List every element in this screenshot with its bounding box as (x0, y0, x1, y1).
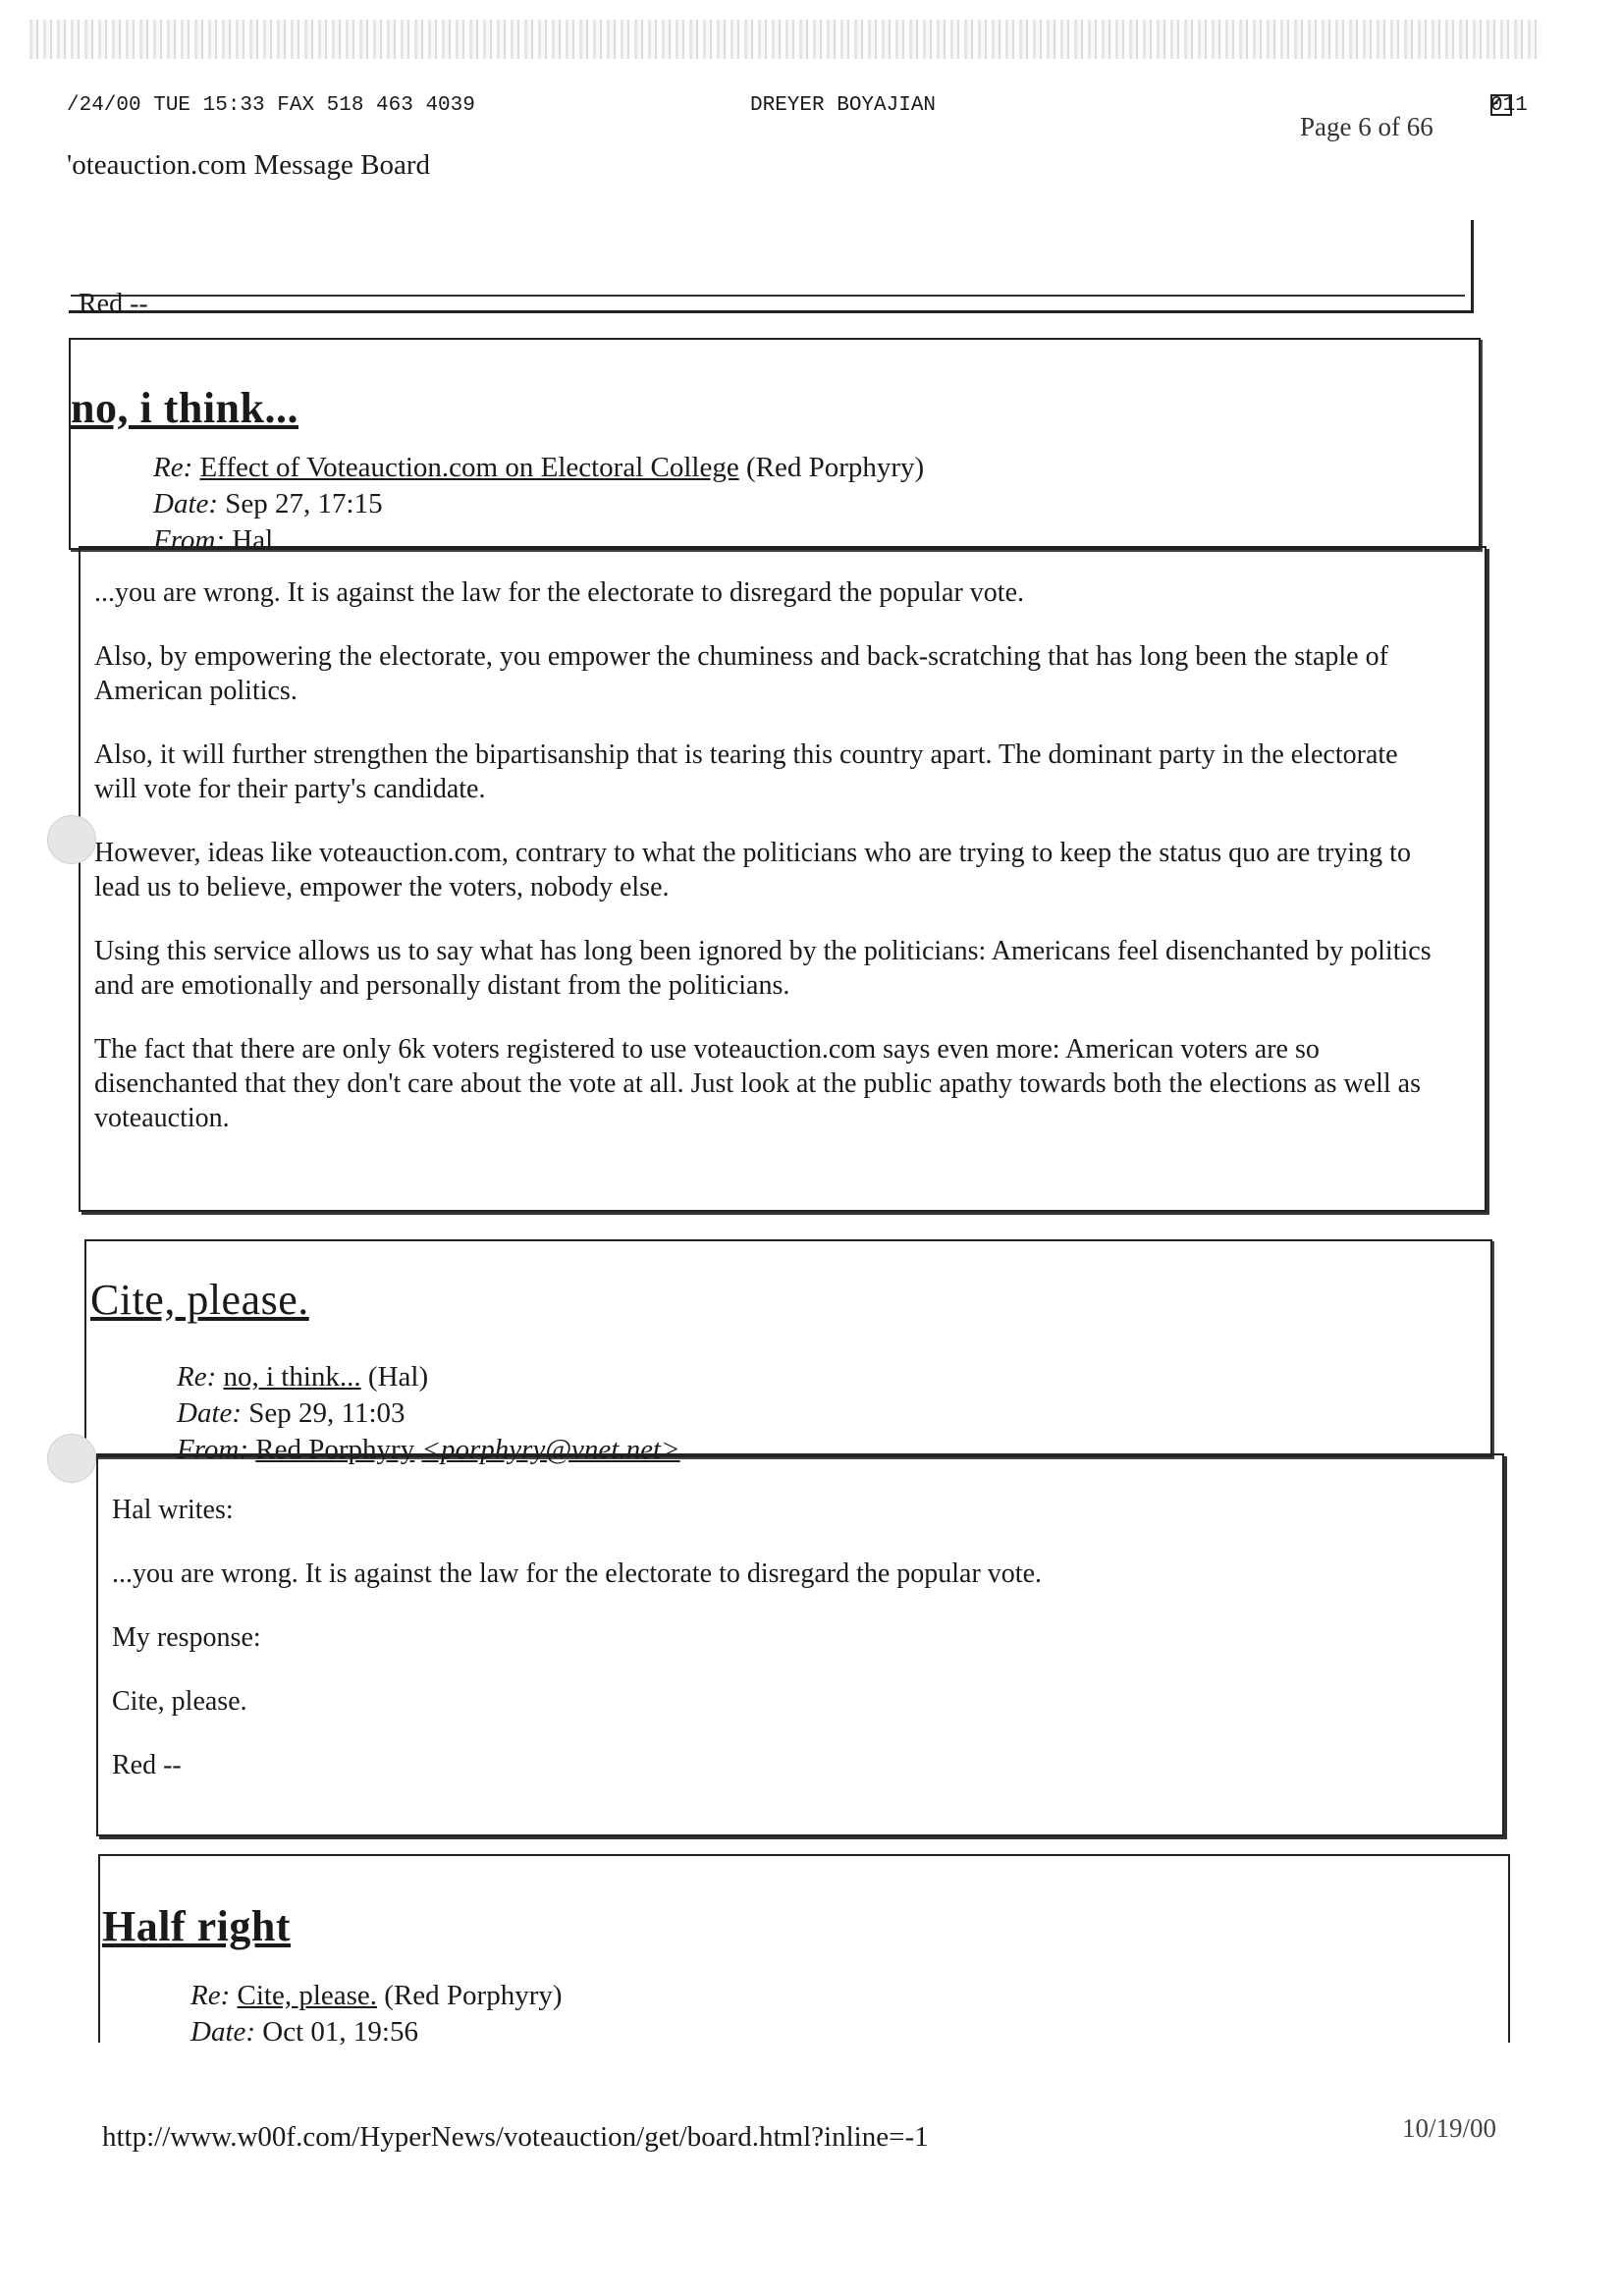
divider (71, 295, 1465, 297)
punch-hole (47, 1434, 96, 1483)
from-label: From: (177, 1434, 249, 1465)
date-label: Date: (153, 488, 219, 519)
post-author-email-link[interactable]: <porphyry@vnet.net> (421, 1434, 680, 1465)
fax-page-number-text: 011 (1490, 94, 1528, 117)
post-body (96, 1453, 1504, 1836)
reply-to-link[interactable]: no, i think... (223, 1361, 361, 1393)
from-label: From: (153, 524, 226, 556)
post-paragraph: Also, it will further strengthen the bipartisanship that is tearing this country apart. The dominant party in the electorate will vote for their party's candidate. (94, 739, 1398, 804)
post-title[interactable]: no, i think... (71, 384, 298, 432)
post-paragraph: Using this service allows us to say what has long been ignored by the politicians: Americans feel disenchanted by politics and are emotionally and personally distant from the politicians. (94, 936, 1432, 1001)
post-paragraph: The fact that there are only 6k voters registered to use voteauction.com says even more: American voters are so disenchanted that they don't care about the vote at all. Just look at the public apathy towards both the elections as well as voteauction. (94, 1034, 1421, 1133)
previous-post-signature: Red -- (79, 289, 148, 319)
re-label: Re: (177, 1361, 217, 1393)
previous-post-frame (69, 220, 1474, 313)
reply-to-link[interactable]: Effect of Voteauction.com on Electoral College (199, 452, 739, 483)
re-label: Re: (190, 1980, 231, 2011)
post-paragraph: Red -- (112, 1750, 182, 1780)
fax-sender: DREYER BOYAJIAN (750, 94, 937, 117)
reply-to-link[interactable]: Cite, please. (237, 1980, 378, 2011)
post-paragraph: ...you are wrong. It is against the law for the electorate to disregard the popular vote. (94, 577, 1025, 608)
post-meta (153, 450, 924, 559)
footer-url: http://www.w00f.com/HyperNews/voteauction/get/board.html?inline=-1 (102, 2121, 929, 2153)
post-date: Sep 27, 17:15 (225, 488, 383, 519)
post-date: Oct 01, 19:56 (262, 2016, 418, 2048)
reply-to-author: (Hal) (367, 1361, 429, 1393)
post-paragraph: Hal writes: (112, 1495, 234, 1525)
post-title[interactable]: Cite, please. (90, 1276, 309, 1324)
print-page-title: 'oteauction.com Message Board (67, 149, 431, 181)
footer-print-date: 10/19/00 (1402, 2113, 1497, 2143)
post-date: Sep 29, 11:03 (248, 1397, 406, 1429)
reply-to-line (190, 1978, 563, 2014)
date-line (177, 1395, 680, 1432)
post-meta (177, 1359, 680, 1468)
re-label: Re: (153, 452, 193, 483)
reply-to-line (177, 1359, 680, 1395)
punch-hole (47, 815, 96, 864)
post-meta (190, 1978, 563, 2050)
post-author: Hal (232, 524, 274, 556)
fax-header-line: /24/00 TUE 15:33 FAX 518 463 4039 (67, 94, 475, 117)
post-paragraph: Also, by empowering the electorate, you empower the chuminess and back-scratching that has long been the staple of American politics. (94, 641, 1388, 706)
post-paragraph: However, ideas like voteauction.com, contrary to what the politicians who are trying to keep the status quo are trying to lead us to believe, empower the voters, nobody else. (94, 838, 1411, 902)
post-paragraph: ...you are wrong. It is against the law for the electorate to disregard the popular vote. (112, 1558, 1043, 1589)
date-line (153, 486, 924, 522)
reply-to-line (153, 450, 924, 486)
post-paragraph: Cite, please. (112, 1686, 247, 1717)
page-indicator: Page 6 of 66 (1300, 112, 1433, 141)
date-line (190, 2014, 563, 2050)
post-author-link[interactable]: Red Porphyry (255, 1434, 415, 1465)
date-label: Date: (190, 2016, 256, 2048)
post-paragraph: My response: (112, 1622, 261, 1653)
date-label: Date: (177, 1397, 243, 1429)
post-title[interactable]: Half right (102, 1902, 291, 1950)
reply-to-author: (Red Porphyry) (384, 1980, 563, 2011)
fax-header (67, 94, 1563, 141)
post-body (79, 546, 1487, 1212)
fax-transmission-noise (29, 20, 1541, 59)
reply-to-author: (Red Porphyry) (745, 452, 925, 483)
